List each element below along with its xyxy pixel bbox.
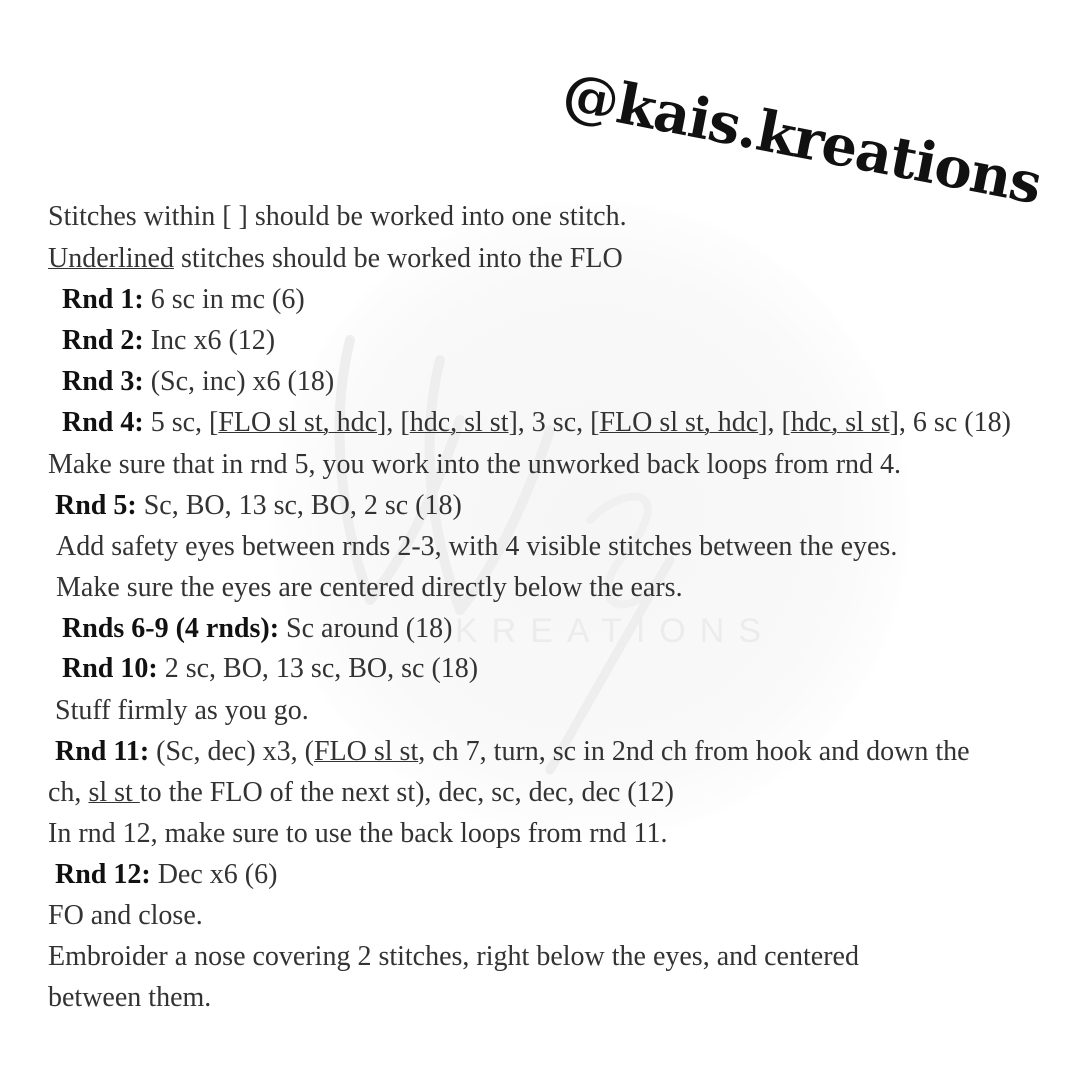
note-text: In rnd 12, make sure to use the back loops from rnd 11. — [48, 818, 668, 849]
round-text: ], 3 sc, [ — [508, 407, 600, 438]
round-3 — [62, 365, 334, 399]
brand-handle: @kais.kreations — [557, 60, 1047, 218]
intro-text: Stitches within [ ] should be worked into one stitch. — [48, 201, 627, 232]
round-text: 2 sc, BO, 13 sc, BO, sc (18) — [157, 653, 479, 684]
round-label: Rnd 11: — [55, 736, 150, 767]
round-text: ch, — [48, 777, 89, 808]
eyes-note-2 — [56, 571, 683, 605]
underlined-stitches: FLO sl st, hdc — [218, 407, 378, 438]
round-text: 5 sc, [ — [143, 407, 219, 438]
round-11-continued — [48, 776, 674, 810]
round-label: Rnd 4: — [62, 407, 144, 438]
underlined-stitches: FLO sl st, hdc — [599, 407, 759, 438]
note-round-12 — [48, 817, 668, 851]
round-label: Rnds 6-9 (4 rnds): — [62, 613, 280, 644]
round-text: ], 6 sc (18) — [889, 407, 1011, 438]
round-1 — [62, 283, 305, 317]
round-text: Inc x6 (12) — [143, 325, 276, 356]
note-text: Stuff firmly as you go. — [55, 695, 309, 726]
round-label: Rnd 3: — [62, 366, 144, 397]
note-text: Make sure the eyes are centered directly below the ears. — [56, 572, 683, 603]
round-text: ], [ — [377, 407, 410, 438]
round-text: 6 sc in mc (6) — [143, 284, 305, 315]
round-label: Rnd 2: — [62, 325, 144, 356]
round-text: , ch 7, turn, sc in 2nd ch from hook and down the — [418, 736, 970, 767]
note-text: between them. — [48, 982, 212, 1013]
underlined-stitches: hdc, sl st — [790, 407, 890, 438]
watermark-text: KREATIONS — [455, 612, 775, 650]
underlined-stitches: sl st — [88, 777, 140, 808]
note-text: Make sure that in rnd 5, you work into the unworked back loops from rnd 4. — [48, 449, 902, 480]
round-10 — [62, 652, 478, 686]
round-text: (Sc, dec) x3, ( — [149, 736, 314, 767]
round-label: Rnd 10: — [62, 653, 158, 684]
note-round-5 — [48, 448, 901, 482]
intro-line-2 — [48, 242, 623, 276]
round-text: to the FLO of the next st), dec, sc, dec, dec (12) — [139, 777, 674, 808]
round-4 — [62, 406, 1011, 440]
stuff-note — [55, 694, 309, 728]
round-11 — [55, 735, 970, 769]
note-text: FO and close. — [48, 900, 203, 931]
intro-text: stitches should be worked into the FLO — [173, 243, 623, 274]
underlined-stitches: hdc, sl st — [409, 407, 509, 438]
underlined-stitches: FLO sl st — [313, 736, 419, 767]
round-12 — [55, 858, 277, 892]
round-2 — [62, 324, 275, 358]
nose-note-1 — [48, 940, 859, 974]
round-5 — [55, 489, 462, 523]
round-label: Rnd 12: — [55, 859, 151, 890]
rounds-6-9 — [62, 612, 452, 646]
round-label: Rnd 1: — [62, 284, 144, 315]
underlined-word: Underlined — [48, 243, 174, 274]
intro-line-1 — [48, 200, 627, 234]
finish-note — [48, 899, 203, 933]
eyes-note-1 — [56, 530, 897, 564]
round-text: Sc around (18) — [279, 613, 453, 644]
round-text: (Sc, inc) x6 (18) — [143, 366, 335, 397]
nose-note-2 — [48, 981, 211, 1015]
round-text: Sc, BO, 13 sc, BO, 2 sc (18) — [136, 490, 462, 521]
round-label: Rnd 5: — [55, 490, 137, 521]
note-text: Embroider a nose covering 2 stitches, right below the eyes, and centered — [48, 941, 859, 972]
round-text: ], [ — [758, 407, 791, 438]
round-text: Dec x6 (6) — [150, 859, 278, 890]
note-text: Add safety eyes between rnds 2-3, with 4 visible stitches between the eyes. — [56, 531, 898, 562]
